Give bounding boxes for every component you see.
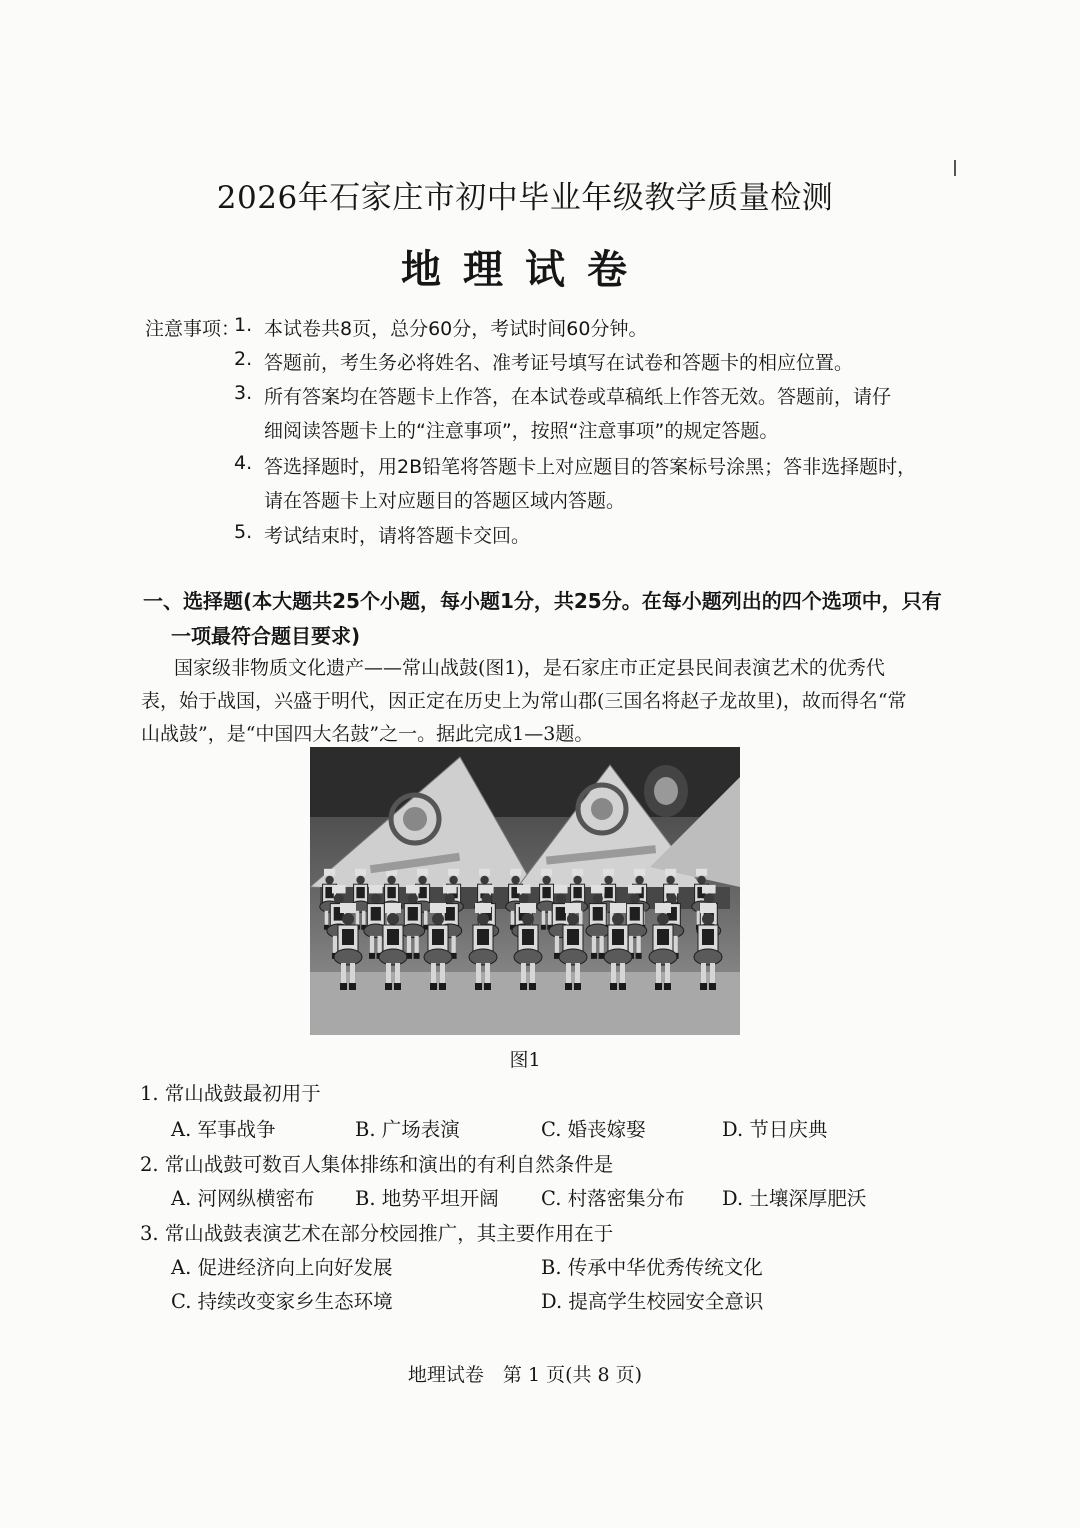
question-2-stem: 2. 常山战鼓可数百人集体排练和演出的有利自然条件是 bbox=[140, 1153, 614, 1176]
notice-item-3-text-line2: 细阅读答题卡上的“注意事项”，按照“注意事项”的规定答题。 bbox=[264, 420, 779, 442]
subject-title: 地理试卷 bbox=[401, 246, 649, 293]
question-2-option-b: B. 地势平坦开阔 bbox=[355, 1187, 499, 1210]
question-1-stem: 1. 常山战鼓最初用于 bbox=[140, 1082, 321, 1105]
notice-item-1-text: 本试卷共8页，总分60分，考试时间60分钟。 bbox=[264, 318, 648, 340]
question-3-option-d: D. 提高学生校园安全意识 bbox=[541, 1290, 764, 1313]
figure-caption: 图1 bbox=[509, 1049, 541, 1071]
passage-line2: 表，始于战国，兴盛于明代，因正定在历史上为常山郡(三国名将赵子龙故里)，故而得名“常 bbox=[141, 690, 907, 712]
drum-performance-photo bbox=[310, 747, 740, 1035]
notice-item-5-num: 5. bbox=[234, 521, 253, 543]
question-2-option-c: C. 村落密集分布 bbox=[541, 1187, 685, 1210]
question-1-option-b: B. 广场表演 bbox=[355, 1118, 460, 1141]
passage-line1: 国家级非物质文化遗产——常山战鼓(图1)，是石家庄市正定县民间表演艺术的优秀代 bbox=[174, 657, 885, 679]
notice-item-2-text: 答题前，考生务必将姓名、准考证号填写在试卷和答题卡的相应位置。 bbox=[264, 352, 854, 374]
question-1-option-d: D. 节日庆典 bbox=[722, 1118, 828, 1141]
question-3-option-c: C. 持续改变家乡生态环境 bbox=[171, 1290, 393, 1313]
notice-item-4-text-line2: 请在答题卡上对应题目的答题区域内答题。 bbox=[264, 490, 626, 512]
section-header-line1: 一、选择题(本大题共25个小题，每小题1分，共25分。在每小题列出的四个选项中，只有 bbox=[143, 589, 942, 613]
notice-label: 注意事项： bbox=[145, 318, 241, 340]
notice-item-5-text: 考试结束时，请将答题卡交回。 bbox=[264, 525, 531, 547]
page-footer: 地理试卷 第 1 页(共 8 页) bbox=[407, 1364, 643, 1386]
passage-line3: 山战鼓”，是“中国四大名鼓”之一。据此完成1—3题。 bbox=[141, 723, 594, 745]
question-1-option-a: A. 军事战争 bbox=[171, 1118, 276, 1141]
question-1-option-c: C. 婚丧嫁娶 bbox=[541, 1118, 646, 1141]
notice-item-4-text-line1: 答选择题时，用2B铅笔将答题卡上对应题目的答案标号涂黑；答非选择题时， bbox=[264, 456, 917, 478]
notice-item-2-num: 2. bbox=[234, 348, 253, 370]
notice-item-3-num: 3. bbox=[234, 382, 253, 404]
exam-title: 2026年石家庄市初中毕业年级教学质量检测 bbox=[216, 180, 834, 216]
notice-item-3-text-line1: 所有答案均在答题卡上作答，在本试卷或草稿纸上作答无效。答题前，请仔 bbox=[264, 386, 892, 408]
question-3-stem: 3. 常山战鼓表演艺术在部分校园推广，其主要作用在于 bbox=[140, 1222, 614, 1245]
notice-item-1-num: 1. bbox=[234, 314, 253, 336]
question-2-option-a: A. 河网纵横密布 bbox=[171, 1187, 315, 1210]
notice-item-4-num: 4. bbox=[234, 452, 253, 474]
question-2-option-d: D. 土壤深厚肥沃 bbox=[722, 1187, 867, 1210]
question-3-option-b: B. 传承中华优秀传统文化 bbox=[541, 1256, 763, 1279]
question-3-option-a: A. 促进经济向上向好发展 bbox=[171, 1256, 393, 1279]
section-header-line2: 一项最符合题目要求) bbox=[171, 624, 361, 648]
